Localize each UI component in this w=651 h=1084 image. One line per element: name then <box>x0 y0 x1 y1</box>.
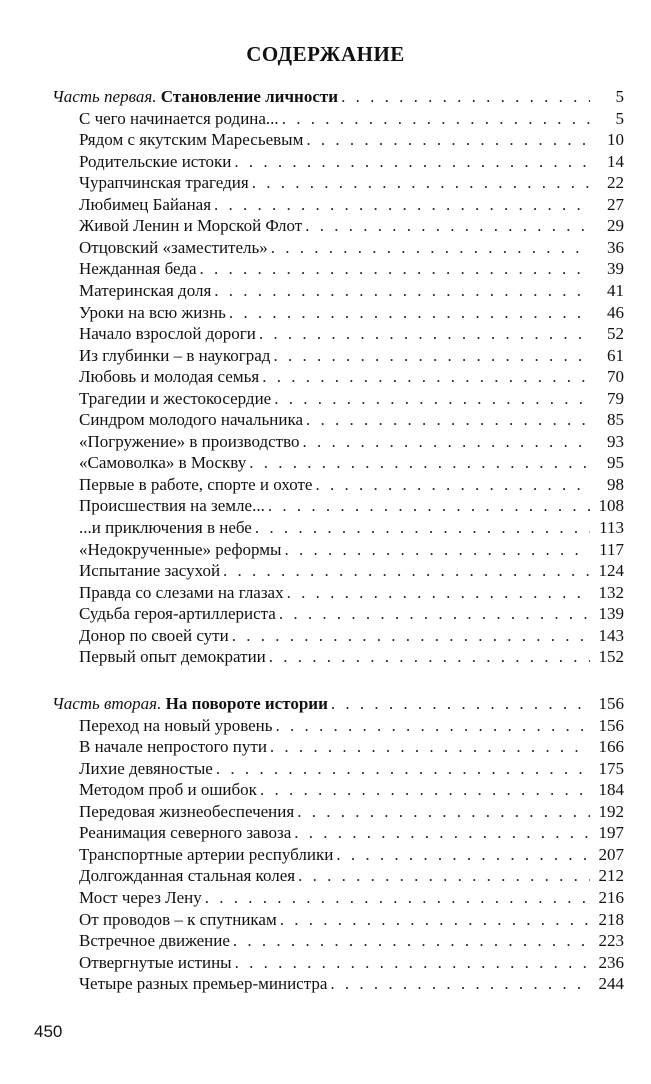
entry-page-number: 124 <box>598 561 624 581</box>
toc-entry <box>79 604 624 626</box>
toc-entry <box>79 866 624 888</box>
toc-entry <box>79 281 624 303</box>
dot-leader <box>214 195 590 215</box>
toc-entry <box>79 953 624 975</box>
entry-page-number: 29 <box>607 216 624 236</box>
entry-title: Транспортные артерии республики <box>79 844 334 864</box>
entry-title: Реанимация северного завоза <box>79 823 292 843</box>
entry-page-number: 46 <box>607 302 624 322</box>
dot-leader <box>249 453 590 473</box>
dot-leader <box>223 561 590 581</box>
toc-entry <box>79 759 624 781</box>
entry-title: Отвергнутые истины <box>79 952 232 972</box>
entry-title: Встречное движение <box>79 931 230 950</box>
entry-title: Происшествия на земле... <box>79 496 265 516</box>
entry-page-number: 139 <box>598 604 624 624</box>
toc-entry <box>79 173 624 195</box>
entry-page-number: 197 <box>598 823 624 843</box>
toc-entry <box>79 453 624 475</box>
entry-page-number: 85 <box>607 410 624 430</box>
entry-title: С чего начинается родина... <box>79 108 279 128</box>
entry-title: Долгожданная стальная колея <box>79 866 296 886</box>
entry-page-number: 244 <box>598 974 624 994</box>
toc-entry <box>79 303 624 325</box>
toc-entry <box>79 216 624 238</box>
part-name: Становление личности <box>160 87 339 106</box>
dot-leader <box>205 888 590 908</box>
entry-title: Переход на новый уровень <box>79 715 273 735</box>
entry-title: Рядом с якутским Маресьевым <box>79 130 304 150</box>
toc-entry <box>79 367 624 389</box>
toc-entry <box>79 152 624 174</box>
entry-page-number: 113 <box>599 518 624 537</box>
toc-entry <box>79 845 624 867</box>
dot-leader <box>330 974 590 994</box>
entry-title: Методом проб и ошибок <box>79 780 257 800</box>
entry-title: Первый опыт демократии <box>79 647 266 667</box>
dot-leader <box>259 324 590 344</box>
dot-leader <box>298 866 590 886</box>
entry-page-number: 143 <box>598 625 624 645</box>
toc-entry <box>79 324 624 346</box>
entry-page-number: 98 <box>607 474 624 494</box>
dot-leader <box>252 173 590 193</box>
toc-entry <box>79 518 624 540</box>
dot-leader <box>270 737 590 757</box>
dot-leader <box>284 540 590 560</box>
toc-entry <box>79 346 624 368</box>
toc-entry <box>79 540 624 562</box>
dot-leader <box>229 303 590 323</box>
toc-entry <box>79 475 624 497</box>
entry-page-number: 184 <box>598 780 624 800</box>
entry-title: «Погружение» в производство <box>79 431 300 451</box>
entry-page-number: 52 <box>607 324 624 344</box>
entry-title: Из глубинки – в наукоград <box>79 345 271 365</box>
dot-leader <box>341 87 590 107</box>
toc-entry <box>79 583 624 605</box>
entry-title: Живой Ленин и Морской Флот <box>79 216 303 236</box>
toc-entry <box>79 259 624 281</box>
toc-entry <box>79 432 624 454</box>
entry-title: Синдром молодого начальника <box>79 410 304 430</box>
entry-page-number: 61 <box>607 345 624 365</box>
toc-entry <box>79 389 624 411</box>
dot-leader <box>294 823 590 843</box>
entry-page-number: 117 <box>599 539 624 559</box>
entry-title: Нежданная беда <box>79 259 197 279</box>
entry-title: ...и приключения в небе <box>79 518 252 537</box>
entry-title: Испытание засухой <box>79 561 221 581</box>
toc-entry <box>79 888 624 910</box>
toc-entry <box>79 109 624 131</box>
part-heading <box>52 87 624 109</box>
entry-title: Отцовский «заместитель» <box>79 237 268 257</box>
dot-leader <box>235 953 590 973</box>
dot-leader <box>268 496 590 516</box>
entry-title: Мост через Лену <box>79 888 202 907</box>
entry-page-number: 79 <box>607 388 624 408</box>
dot-leader <box>282 109 590 129</box>
entry-page-number: 22 <box>607 173 624 193</box>
dot-leader <box>262 367 590 387</box>
dot-leader <box>306 130 590 150</box>
entry-title: От проводов – к спутникам <box>79 909 277 929</box>
dot-leader <box>280 910 590 930</box>
entry-page-number: 10 <box>607 130 624 150</box>
dot-leader <box>255 518 590 538</box>
page-title: СОДЕРЖАНИЕ <box>246 42 405 66</box>
part-heading <box>52 694 624 716</box>
toc-entry <box>79 910 624 932</box>
toc-entry <box>79 410 624 432</box>
toc-entry <box>79 802 624 824</box>
entry-title: Первые в работе, спорте и охоте <box>79 474 313 494</box>
dot-leader <box>273 346 590 366</box>
entry-page-number: 223 <box>598 931 624 950</box>
entry-title: Судьба героя-артиллериста <box>79 604 276 624</box>
toc-entry <box>79 931 624 953</box>
entry-page-number: 218 <box>598 909 624 929</box>
toc-entry <box>79 238 624 260</box>
dot-leader <box>269 647 590 667</box>
entry-title: В начале непростого пути <box>79 737 267 757</box>
entry-title: Лихие девяностые <box>79 758 213 778</box>
entry-title: Чурапчинская трагедия <box>79 173 249 193</box>
entry-page-number: 192 <box>598 801 624 821</box>
part-title <box>52 87 338 107</box>
entry-title: Материнская доля <box>79 281 212 300</box>
entry-title: «Самоволка» в Москву <box>79 453 247 473</box>
dot-leader <box>233 931 590 951</box>
dot-leader <box>214 281 590 301</box>
entry-title: Трагедии и жестокосердие <box>79 388 272 408</box>
dot-leader <box>200 259 590 279</box>
page-number: 450 <box>34 1022 63 1041</box>
toc-entry <box>79 626 624 648</box>
part-title <box>52 694 328 714</box>
entry-page-number: 41 <box>607 281 624 300</box>
toc-entry <box>79 195 624 217</box>
entry-title: Правда со слезами на глазах <box>79 582 284 602</box>
entry-page-number: 166 <box>598 737 624 757</box>
entry-page-number: 175 <box>598 758 624 778</box>
dot-leader <box>287 583 590 603</box>
entry-title: Передовая жизнеобеспечения <box>79 801 295 821</box>
toc-entry <box>79 647 624 669</box>
entry-page-number: 212 <box>598 866 624 886</box>
entry-title: Четыре разных премьер-министра <box>79 974 328 994</box>
toc-entry <box>79 130 624 152</box>
dot-leader <box>216 759 590 779</box>
dot-leader <box>234 152 590 172</box>
entry-page-number: 132 <box>598 582 624 602</box>
entry-page-number: 152 <box>598 647 624 667</box>
dot-leader <box>331 694 590 714</box>
entry-page-number: 36 <box>607 237 624 257</box>
dot-leader <box>305 216 590 236</box>
dot-leader <box>303 432 590 452</box>
dot-leader <box>260 780 590 800</box>
part-page-number: 5 <box>615 87 624 106</box>
toc-entry <box>79 780 624 802</box>
entry-page-number: 70 <box>607 367 624 387</box>
entry-title: Уроки на всю жизнь <box>79 302 226 322</box>
toc-entry <box>79 496 624 518</box>
entry-title: Любовь и молодая семья <box>79 367 260 387</box>
dot-leader <box>279 604 590 624</box>
entry-page-number: 39 <box>607 259 624 279</box>
toc-entry <box>79 737 624 759</box>
part-label: Часть вторая. <box>52 694 162 713</box>
dot-leader <box>271 238 590 258</box>
entry-page-number: 5 <box>615 108 624 128</box>
dot-leader <box>315 475 590 495</box>
entry-page-number: 207 <box>598 844 624 864</box>
entry-title: «Недокрученные» реформы <box>79 539 282 559</box>
entry-page-number: 108 <box>598 496 624 516</box>
entry-page-number: 156 <box>598 715 624 735</box>
part-name: На повороте истории <box>165 694 328 713</box>
toc-entry <box>79 823 624 845</box>
entry-page-number: 14 <box>607 151 624 171</box>
dot-leader <box>297 802 590 822</box>
entry-page-number: 236 <box>598 952 624 972</box>
entry-title: Родительские истоки <box>79 151 232 171</box>
entry-title: Любимец Байаная <box>79 194 212 214</box>
dot-leader <box>306 410 590 430</box>
entry-title: Начало взрослой дороги <box>79 324 256 344</box>
entry-title: Донор по своей сути <box>79 625 229 645</box>
part-label: Часть первая. <box>52 87 157 106</box>
dot-leader <box>336 845 590 865</box>
entry-page-number: 216 <box>598 888 624 907</box>
dot-leader <box>274 389 590 409</box>
toc-entry <box>79 561 624 583</box>
entry-page-number: 93 <box>607 431 624 451</box>
entry-page-number: 27 <box>607 194 624 214</box>
toc-entry <box>79 974 624 996</box>
dot-leader <box>232 626 590 646</box>
part-page-number: 156 <box>598 694 624 713</box>
entry-page-number: 95 <box>607 453 624 473</box>
dot-leader <box>276 716 590 736</box>
toc-entry <box>79 716 624 738</box>
